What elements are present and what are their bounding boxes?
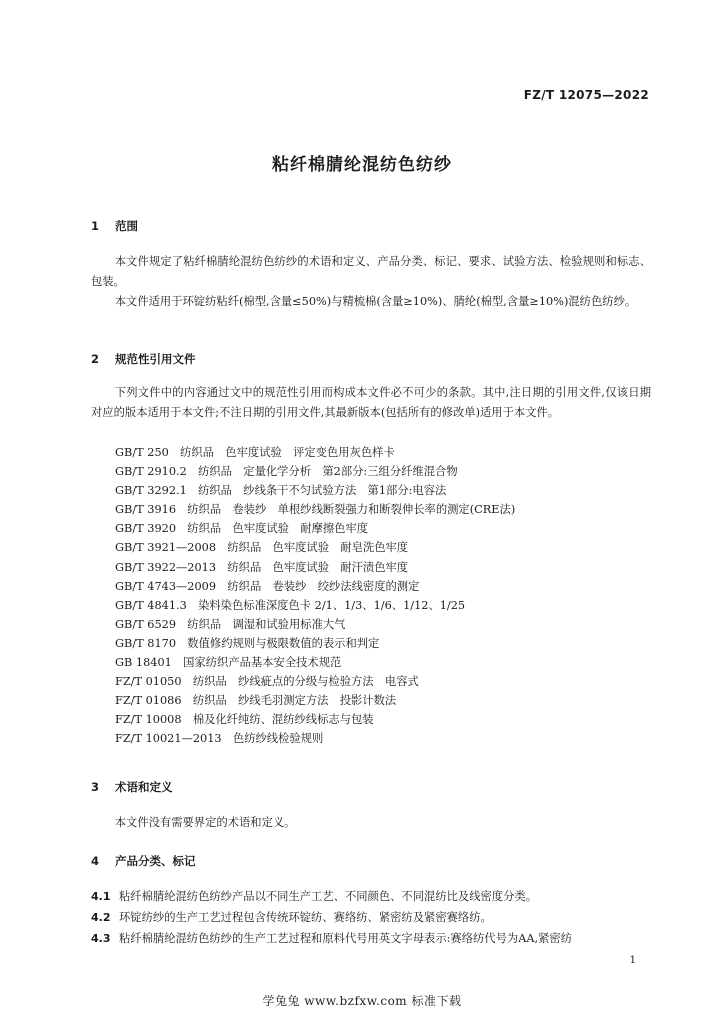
- clause-number: 4.2: [91, 911, 111, 924]
- clause-text: 粘纤棉腈纶混纺色纺纱的生产工艺过程和原料代号用英文字母表示:赛络纺代号为AA,紧密纺: [119, 932, 572, 945]
- reference-item: GB/T 4841.3 染料染色标准深度色卡 2/1、1/3、1/6、1/12、1/25: [115, 598, 466, 612]
- reference-item: GB/T 4743—2009 纺织品 卷装纱 绞纱法线密度的测定: [115, 579, 420, 593]
- section-number: 1: [91, 219, 100, 233]
- watermark-footer: 学兔兔 www.bzfxw.com 标准下载: [262, 994, 462, 1008]
- reference-item: GB/T 3920 纺织品 色牢度试验 耐摩擦色牢度: [115, 522, 369, 536]
- reference-item: GB/T 3922—2013 纺织品 色牢度试验 耐汗渍色牢度: [115, 560, 409, 574]
- reference-item: GB/T 3921—2008 纺织品 色牢度试验 耐皂洗色牢度: [115, 541, 409, 555]
- reference-item: GB 18401 国家纺织产品基本安全技术规范: [115, 656, 342, 670]
- reference-item: FZ/T 10021—2013 色纺纱线检验规则: [115, 732, 324, 746]
- section-number: 4: [91, 854, 100, 868]
- section-title: 规范性引用文件: [115, 352, 196, 366]
- document-title: 粘纤棉腈纶混纺色纺纱: [272, 155, 452, 175]
- section-4-heading: [91, 853, 196, 869]
- reference-item: FZ/T 01050 纺织品 纱线疵点的分级与检验方法 电容式: [115, 675, 419, 689]
- section-3-heading: [91, 779, 173, 795]
- reference-item: GB/T 250 纺织品 色牢度试验 评定变色用灰色样卡: [115, 446, 395, 459]
- clause-item: [91, 907, 671, 928]
- reference-item: GB/T 2910.2 纺织品 定量化学分析 第2部分:三组分纤维混合物: [115, 465, 458, 479]
- page-number: 1: [629, 955, 636, 966]
- clause-item: [91, 928, 671, 949]
- reference-item: FZ/T 01086 纺织品 纱线毛羽测定方法 投影计数法: [115, 694, 397, 708]
- reference-item: GB/T 3292.1 纺织品 纱线条干不匀试验方法 第1部分:电容法: [115, 484, 447, 498]
- reference-item: GB/T 3916 纺织品 卷装纱 单根纱线断裂强力和断裂伸长率的测定(CRE法): [115, 503, 516, 517]
- normative-reference-list: [115, 443, 515, 749]
- clause-number: 4.3: [91, 932, 111, 945]
- clause-text: 粘纤棉腈纶混纺色纺纱产品以不同生产工艺、不同颜色、不同混纺比及线密度分类。: [119, 890, 537, 903]
- clause-number: 4.1: [91, 890, 111, 903]
- section-title: 产品分类、标记: [115, 854, 196, 868]
- section-1-paragraph-2: 本文件适用于环锭纺粘纤(棉型,含量≤50%)与精梳棉(含量≥10%)、腈纶(棉型,含量≥10%)混纺色纺纱。: [114, 295, 637, 308]
- section-2-intro: 下列文件中的内容通过文中的规范性引用而构成本文件必不可少的条款。其中,注日期的引用文件,仅该日期对应的版本适用于本文件;不注日期的引用文件,其最新版本(包括所有的修改单)适用于本文件。: [91, 386, 651, 419]
- section-1-heading: [91, 218, 138, 234]
- section-2-heading: [91, 351, 196, 367]
- section-3-paragraph: 本文件没有需要界定的术语和定义。: [114, 816, 296, 829]
- reference-item: GB/T 8170 数值修约规则与极限数值的表示和判定: [115, 636, 380, 650]
- reference-item: FZ/T 10008 棉及化纤纯纺、混纺纱线标志与包装: [115, 713, 374, 727]
- clause-item: [91, 886, 671, 907]
- section-number: 2: [91, 352, 100, 366]
- reference-item: GB/T 6529 纺织品 调湿和试验用标准大气: [115, 617, 346, 631]
- section-1-paragraph-1: 本文件规定了粘纤棉腈纶混纺色纺纱的术语和定义、产品分类、标记、要求、试验方法、检验规则和标志、包装。: [91, 255, 651, 288]
- standard-number: FZ/T 12075—2022: [523, 88, 649, 102]
- section-title: 范围: [115, 219, 139, 233]
- section-title: 术语和定义: [115, 780, 173, 794]
- section-number: 3: [91, 780, 100, 794]
- section-4-clauses: [91, 886, 671, 949]
- clause-text: 环锭纺纱的生产工艺过程包含传统环锭纺、赛络纺、紧密纺及紧密赛络纺。: [119, 911, 492, 924]
